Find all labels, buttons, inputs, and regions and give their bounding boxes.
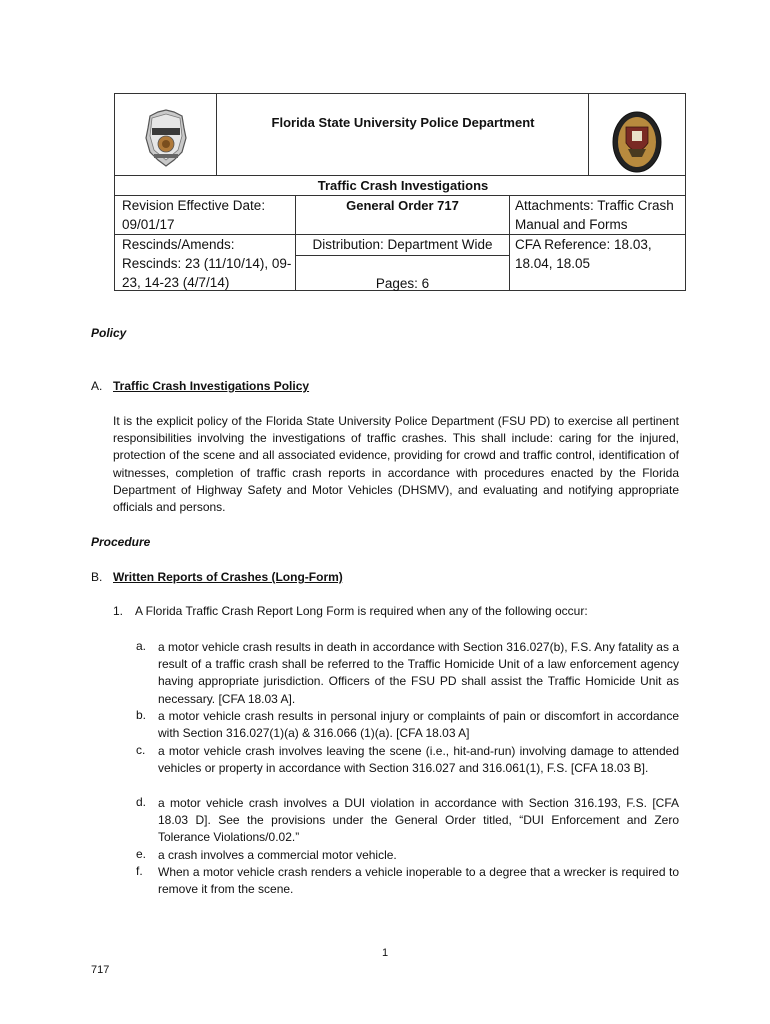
police-badge-logo bbox=[144, 108, 188, 168]
rescinds-value: Rescinds: 23 (11/10/14), 09-23, 14-23 (4/7/14) bbox=[122, 256, 292, 290]
subitem-text: a crash involves a commercial motor vehicle. bbox=[158, 848, 397, 862]
general-order: General Order 717 bbox=[346, 198, 459, 213]
divider bbox=[295, 255, 509, 256]
subitem-letter: f. bbox=[136, 864, 143, 878]
header-table bbox=[114, 93, 686, 291]
section-title-b: Written Reports of Crashes (Long-Form) bbox=[113, 570, 343, 584]
subitem-text: a motor vehicle crash results in death in accordance with Section 316.027(b), F.S. Any fatality as a result of a traffic crash shall be referred to the Traffic Homicide Unit of a law enforcement agency having appropriate jurisdiction. Officers of the FSU PD shall assist the Traffic Homicide Unit as necessary. [CFA 18.03 A]. bbox=[158, 640, 679, 706]
revision-label: Revision Effective Date: bbox=[122, 198, 266, 213]
distribution: Distribution: Department Wide bbox=[312, 237, 493, 252]
pages-count: Pages: 6 bbox=[375, 276, 430, 291]
section-title-a: Traffic Crash Investigations Policy bbox=[113, 379, 310, 393]
item-number: 1. bbox=[113, 604, 124, 618]
procedure-heading: Procedure bbox=[91, 535, 151, 549]
subitem-letter: c. bbox=[136, 743, 146, 757]
subitem-letter: a. bbox=[136, 639, 147, 653]
section-letter-b: B. bbox=[91, 570, 103, 584]
attachments: Attachments: Traffic Crash Manual and Forms bbox=[515, 198, 674, 232]
divider bbox=[588, 94, 589, 175]
divider bbox=[216, 94, 217, 175]
cfa-reference: CFA Reference: 18.03, 18.04, 18.05 bbox=[515, 237, 652, 271]
subitem-text: a motor vehicle crash involves a DUI violation in accordance with Section 316.193, F.S. [CFA 18.03 D]. See the provisions under the General Order titled, “DUI Enforcement and Zero Tolerance Violations/0.02.” bbox=[158, 796, 679, 845]
subitem-letter: d. bbox=[136, 795, 147, 809]
section-letter-a: A. bbox=[91, 379, 103, 393]
divider bbox=[115, 175, 685, 176]
item-text: A Florida Traffic Crash Report Long Form is required when any of the following occur: bbox=[135, 604, 588, 618]
page-number: 1 bbox=[382, 947, 389, 959]
subitem-letter: e. bbox=[136, 847, 147, 861]
policy-paragraph: It is the explicit policy of the Florida State University Police Department (FSU PD) to exercise all pertinent responsibilities involving the investigations of traffic crashes. This shall include: caring for the injured, protection of the scene and all associated evidence, providing for crowd and traffic control, identification of witnesses, completion of traffic crash reports in accordance with procedures enacted by the Florida Department of Highway Safety and Motor Vehicles (DHSMV), and evaluating and notifying appropriate officials and persons. bbox=[113, 414, 679, 515]
department-seal-logo bbox=[612, 111, 662, 173]
department-title: Florida State University Police Department bbox=[271, 115, 535, 130]
document-number: 717 bbox=[91, 964, 110, 976]
policy-heading: Policy bbox=[91, 326, 127, 340]
order-title: Traffic Crash Investigations bbox=[317, 178, 489, 193]
rescinds-label: Rescinds/Amends: bbox=[122, 237, 235, 252]
revision-date: 09/01/17 bbox=[122, 217, 175, 232]
subitem-letter: b. bbox=[136, 708, 147, 722]
subitem-text: a motor vehicle crash results in personal injury or complaints of pain or discomfort in accordance with Section 316.027(1)(a) & 316.066 (1)(a). [CFA 18.03 A] bbox=[158, 709, 679, 741]
subitem-text: When a motor vehicle crash renders a vehicle inoperable to a degree that a wrecker is required to remove it from the scene. bbox=[158, 865, 679, 897]
divider bbox=[509, 195, 510, 291]
subitem-text: a motor vehicle crash involves leaving the scene (i.e., hit-and-run) involving damage to attended vehicles or property in accordance with Section 316.027 and 316.061(1), F.S. [CFA 18.03 B]. bbox=[158, 744, 679, 776]
